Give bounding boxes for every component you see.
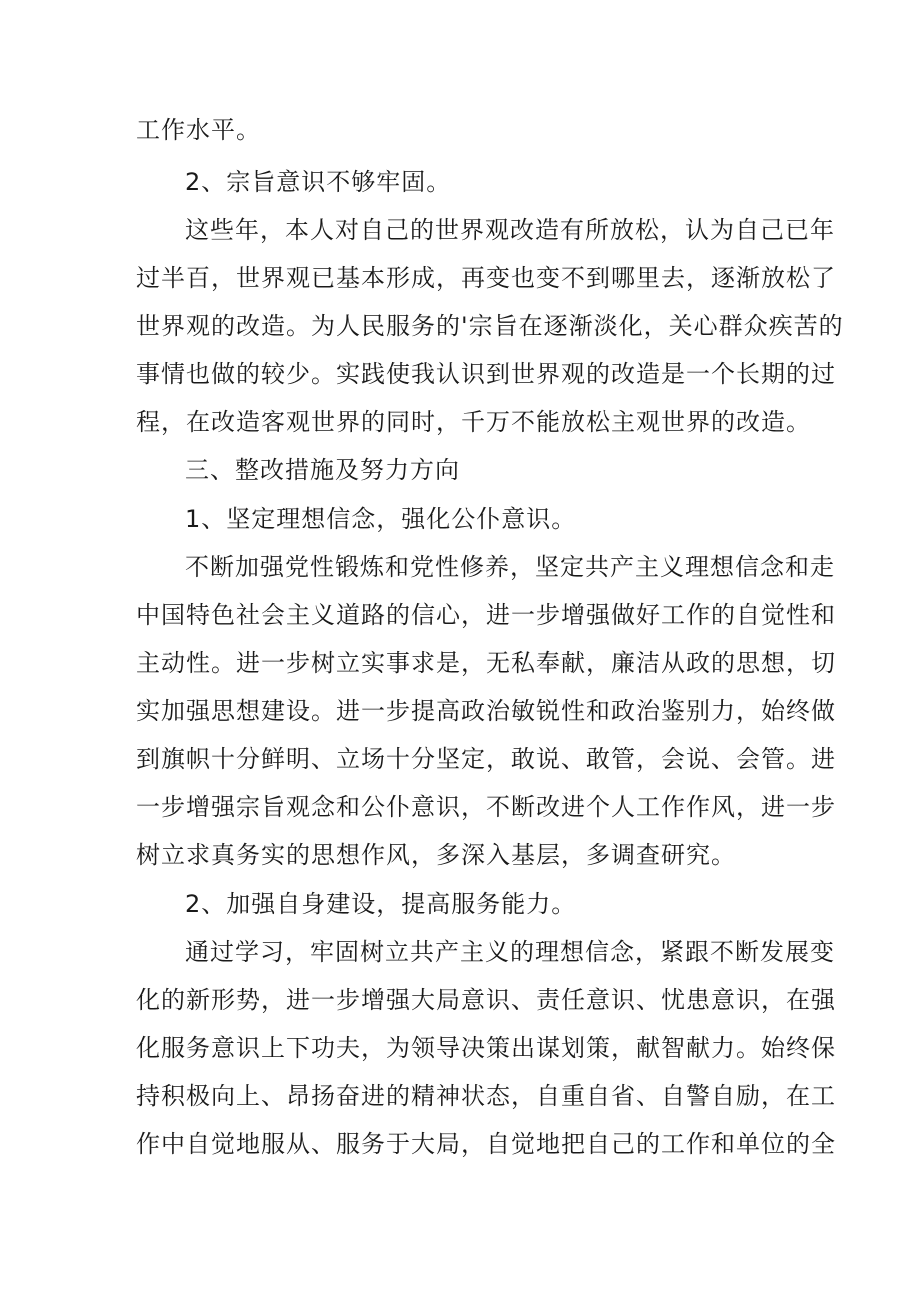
text-line: 2、加强自身建设，提高服务能力。 [185,890,577,918]
text-line: 到旗帜十分鲜明、立场十分坚定，敢说、敢管，会说、会管。进 [136,745,836,773]
text-line: 不断加强党性锻炼和党性修养，坚定共产主义理想信念和走 [185,553,835,581]
text-line: 实加强思想建设。进一步提高政治敏锐性和政治鉴别力，始终做 [136,697,836,725]
text-line: 化服务意识上下功夫，为领导决策出谋划策，献智献力。始终保 [136,1034,836,1062]
text-line: 化的新形势，进一步增强大局意识、责任意识、忧患意识，在强 [136,986,836,1014]
text-line: 持积极向上、昂扬奋进的精神状态，自重自省、自警自励，在工 [136,1082,836,1110]
text-line: 中国特色社会主义道路的信心，进一步增强做好工作的自觉性和 [136,601,836,629]
text-line: 通过学习，牢固树立共产主义的理想信念，紧跟不断发展变 [185,938,835,966]
text-line: 主动性。进一步树立实事求是，无私奉献，廉洁从政的思想，切 [136,649,836,677]
text-line: 作中自觉地服从、服务于大局，自觉地把自己的工作和单位的全 [136,1130,836,1158]
text-line: 过半百，世界观已基本形成，再变也变不到哪里去，逐渐放松了 [136,264,836,292]
text-line: 程，在改造客观世界的同时，千万不能放松主观世界的改造。 [136,408,811,436]
text-line: 世界观的改造。为人民服务的'宗旨在逐渐淡化，关心群众疾苦的 [136,312,844,340]
text-line: 树立求真务实的思想作风，多深入基层，多调查研究。 [136,841,736,869]
text-line: 事情也做的较少。实践使我认识到世界观的改造是一个长期的过 [136,360,836,388]
text-line: 1、坚定理想信念，强化公仆意识。 [185,505,577,533]
text-line: 工作水平。 [136,116,261,144]
section-heading: 三、整改措施及努力方向 [185,456,460,484]
text-line: 一步增强宗旨观念和公仆意识，不断改进个人工作作风，进一步 [136,793,836,821]
text-line: 这些年，本人对自己的世界观改造有所放松，认为自己已年 [185,216,835,244]
text-line: 2、宗旨意识不够牢固。 [185,168,452,196]
